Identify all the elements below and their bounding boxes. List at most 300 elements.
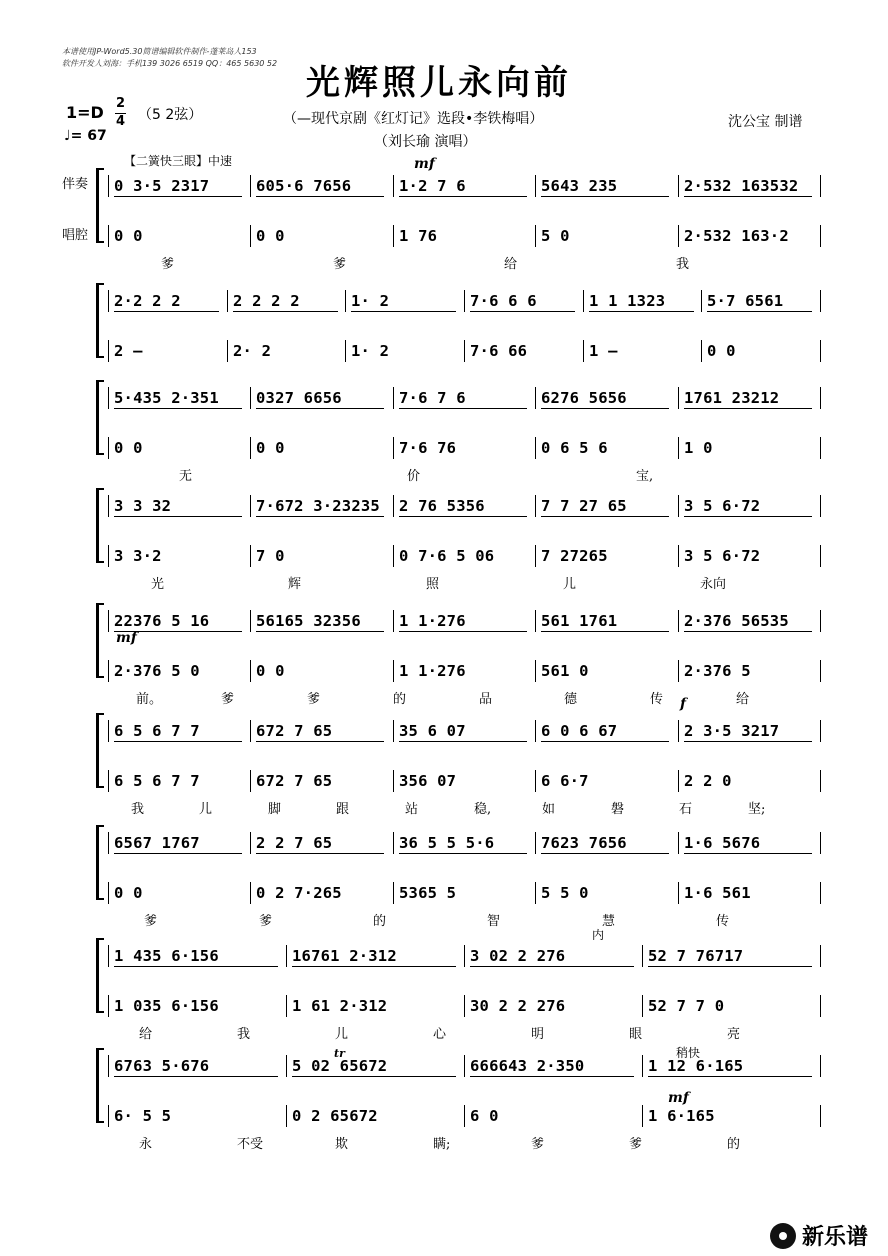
barline-accomp: [535, 720, 536, 742]
beam-underline: [114, 966, 278, 967]
lyric-syllable: 坚;: [748, 802, 766, 817]
barline-accomp: [535, 387, 536, 409]
accomp-measure: 6 0 6 67: [541, 722, 618, 740]
dynamic-mf: mf: [116, 630, 137, 646]
barline-vocal: [108, 770, 109, 792]
accomp-measure: 7·6 6 6: [470, 292, 537, 310]
logo-text: 新乐谱: [802, 1225, 869, 1250]
accomp-measure: 56165 32356: [256, 612, 361, 630]
barline-vocal: [108, 1105, 109, 1127]
beam-underline: [470, 311, 575, 312]
bracket-cap-top: [96, 1048, 104, 1050]
lyric-syllable: 亮: [727, 1027, 741, 1042]
accomp-measure: 561 1761: [541, 612, 618, 630]
vocal-measure: 2·376 5: [684, 662, 751, 680]
barline-accomp: [642, 945, 643, 967]
vocal-measure: 0 0: [256, 439, 285, 457]
vocal-measure: 3 3·2: [114, 547, 162, 565]
vocal-measure: 6 6·7: [541, 772, 589, 790]
accomp-measure: 52 7 76717: [648, 947, 744, 965]
lyric-syllable: 儿: [563, 577, 577, 592]
lyric-syllable: 稳,: [474, 802, 492, 817]
barline-vocal: [108, 660, 109, 682]
vocal-measure: 1 6·165: [648, 1107, 715, 1125]
vocal-measure: 0 2 65672: [292, 1107, 378, 1125]
lyric-syllable: 的: [393, 692, 407, 707]
beam-underline: [256, 853, 384, 854]
vocal-measure: 30 2 2 276: [470, 997, 566, 1015]
barline-accomp: [393, 610, 394, 632]
barline-vocal: [108, 340, 109, 362]
vocal-measure: 2· 2: [233, 342, 272, 360]
barline-accomp: [464, 945, 465, 967]
barline-vocal: [820, 995, 821, 1017]
accomp-measure: 1 12 6·165: [648, 1057, 744, 1075]
lyric-syllable: 传: [650, 692, 664, 707]
credit-line-2: 软件开发人刘海：手机139 3026 6519 QQ：465 5630 52: [62, 59, 278, 68]
vocal-measure: 0 0: [256, 662, 285, 680]
barline-vocal: [820, 225, 821, 247]
beam-underline: [256, 516, 384, 517]
vocal-measure: 1·6 561: [684, 884, 751, 902]
barline-vocal: [678, 225, 679, 247]
beam-underline: [648, 1076, 812, 1077]
beam-underline: [684, 631, 812, 632]
accomp-measure: 6 5 6 7 7: [114, 722, 200, 740]
beam-underline: [399, 741, 527, 742]
vocal-measure: 6 0: [470, 1107, 499, 1125]
barline-accomp: [820, 495, 821, 517]
barline-vocal: [820, 1105, 821, 1127]
beam-underline: [684, 741, 812, 742]
barline-vocal: [393, 545, 394, 567]
vocal-measure: 2·532 163·2: [684, 227, 789, 245]
barline-vocal: [678, 660, 679, 682]
beam-underline: [114, 853, 242, 854]
bracket-cap-top: [96, 938, 104, 940]
barline-vocal: [393, 437, 394, 459]
lyric-syllable: 的: [727, 1137, 741, 1152]
barline-vocal: [286, 1105, 287, 1127]
system-bracket: [96, 1050, 99, 1123]
barline-vocal: [227, 340, 228, 362]
vocal-measure: 672 7 65: [256, 772, 333, 790]
vocal-measure: 5 0: [541, 227, 570, 245]
barline-accomp: [227, 290, 228, 312]
barline-accomp: [108, 175, 109, 197]
tempo-marking: ♩= 67: [64, 128, 107, 144]
beam-underline: [541, 516, 669, 517]
beam-underline: [114, 741, 242, 742]
song-title: 光辉照儿永向前: [306, 63, 572, 103]
barline-vocal: [535, 437, 536, 459]
lyric-syllable: 儿: [335, 1027, 349, 1042]
vocal-measure: 2 2 0: [684, 772, 732, 790]
accomp-measure: 1·6 5676: [684, 834, 761, 852]
lyric-syllable: 跟: [336, 802, 350, 817]
barline-vocal: [642, 1105, 643, 1127]
barline-vocal: [820, 545, 821, 567]
barline-vocal: [250, 882, 251, 904]
lyric-syllable: 照: [426, 577, 440, 592]
accomp-measure: 3 3 32: [114, 497, 172, 515]
accomp-measure: 7 7 27 65: [541, 497, 627, 515]
beam-underline: [684, 516, 812, 517]
lyric-syllable: 前。: [136, 692, 163, 707]
barline-vocal: [678, 770, 679, 792]
performer-credit: （刘长瑜 演唱）: [374, 134, 477, 150]
barline-accomp: [464, 1055, 465, 1077]
lyric-syllable: 瞒;: [433, 1137, 451, 1152]
beam-underline: [684, 853, 812, 854]
accomp-measure: 36 5 5 5·6: [399, 834, 495, 852]
vocal-measure: 0 0: [114, 439, 143, 457]
lyric-syllable: 光: [151, 577, 165, 592]
annotation-nei: 内: [592, 928, 605, 942]
vocal-measure: 7·6 76: [399, 439, 457, 457]
vocal-measure: 356 07: [399, 772, 457, 790]
beam-underline: [114, 516, 242, 517]
accomp-measure: 22376 5 16: [114, 612, 210, 630]
barline-vocal: [535, 225, 536, 247]
accomp-measure: 35 6 07: [399, 722, 466, 740]
bracket-cap-bottom: [96, 453, 104, 455]
barline-accomp: [250, 175, 251, 197]
vocal-measure: 0 0: [256, 227, 285, 245]
barline-accomp: [820, 290, 821, 312]
lyric-syllable: 石: [679, 802, 693, 817]
barline-vocal: [108, 437, 109, 459]
annotation-shaokuai: 稍快: [676, 1046, 701, 1060]
site-logo: [770, 1220, 868, 1251]
system-bracket: [96, 490, 99, 563]
barline-vocal: [108, 995, 109, 1017]
accomp-measure: 16761 2·312: [292, 947, 397, 965]
accomp-measure: 666643 2·350: [470, 1057, 585, 1075]
lyric-syllable: 无: [179, 469, 193, 484]
barline-accomp: [820, 945, 821, 967]
barline-vocal: [535, 882, 536, 904]
lyric-syllable: 永: [139, 1137, 153, 1152]
lyric-syllable: 爹: [144, 914, 158, 929]
barline-vocal: [108, 545, 109, 567]
barline-vocal: [464, 995, 465, 1017]
beam-underline: [470, 966, 634, 967]
accomp-measure: 605·6 7656: [256, 177, 352, 195]
lyric-syllable: 我: [676, 257, 690, 272]
barline-accomp: [108, 495, 109, 517]
barline-accomp: [820, 1055, 821, 1077]
barline-vocal: [535, 770, 536, 792]
beam-underline: [256, 408, 384, 409]
system-bracket: [96, 827, 99, 900]
lyric-syllable: 爹: [161, 257, 175, 272]
barline-accomp: [108, 1055, 109, 1077]
barline-accomp: [678, 175, 679, 197]
vocal-measure: 1 61 2·312: [292, 997, 388, 1015]
vocal-measure: 1 76: [399, 227, 438, 245]
bracket-cap-bottom: [96, 1121, 104, 1123]
barline-vocal: [642, 995, 643, 1017]
lyric-syllable: 宝,: [636, 469, 654, 484]
accomp-measure: 2·376 56535: [684, 612, 789, 630]
system-bracket: [96, 715, 99, 788]
barline-vocal: [820, 770, 821, 792]
lyric-syllable: 爹: [221, 692, 235, 707]
barline-accomp: [535, 495, 536, 517]
vocal-measure: 1· 2: [351, 342, 390, 360]
barline-vocal: [393, 882, 394, 904]
lyric-syllable: 站: [405, 802, 419, 817]
system-bracket: [96, 382, 99, 455]
lyric-syllable: 慧: [602, 914, 616, 929]
barline-accomp: [250, 832, 251, 854]
accomp-measure: 2 2 7 65: [256, 834, 333, 852]
dynamic-f: f: [680, 696, 687, 712]
dynamic-mf: mf: [414, 156, 435, 172]
barline-accomp: [393, 720, 394, 742]
accomp-measure: 3 02 2 276: [470, 947, 566, 965]
accomp-measure: 0327 6656: [256, 389, 342, 407]
vocal-measure: 0 7·6 5 06: [399, 547, 495, 565]
barline-accomp: [820, 720, 821, 742]
accomp-measure: 0 3·5 2317: [114, 177, 210, 195]
beam-underline: [399, 196, 527, 197]
beam-underline: [470, 1076, 634, 1077]
system-bracket: [96, 940, 99, 1013]
beam-underline: [114, 311, 219, 312]
beam-underline: [684, 196, 812, 197]
barline-vocal: [820, 340, 821, 362]
arranger-credit: 沈公宝 制谱: [728, 114, 803, 130]
barline-accomp: [108, 832, 109, 854]
vocal-measure: 1 –: [589, 342, 618, 360]
barline-vocal: [393, 660, 394, 682]
beam-underline: [541, 853, 669, 854]
vocal-measure: 0 2 7·265: [256, 884, 342, 902]
part-label-accomp: 伴奏: [62, 177, 89, 192]
bracket-cap-bottom: [96, 1011, 104, 1013]
bracket-cap-bottom: [96, 676, 104, 678]
barline-accomp: [820, 175, 821, 197]
barline-accomp: [701, 290, 702, 312]
accomp-measure: 6567 1767: [114, 834, 200, 852]
accomp-measure: 7·672 3·23235: [256, 497, 380, 515]
accomp-measure: 1 435 6·156: [114, 947, 219, 965]
barline-vocal: [701, 340, 702, 362]
lyric-syllable: 辉: [288, 577, 302, 592]
record-disc-icon: [770, 1223, 796, 1249]
barline-vocal: [820, 437, 821, 459]
bracket-cap-top: [96, 713, 104, 715]
barline-accomp: [820, 387, 821, 409]
lyric-syllable: 爹: [259, 914, 273, 929]
barline-accomp: [108, 290, 109, 312]
lyric-syllable: 的: [373, 914, 387, 929]
beam-underline: [707, 311, 812, 312]
accomp-measure: 6276 5656: [541, 389, 627, 407]
lyric-syllable: 给: [139, 1027, 153, 1042]
vocal-measure: 7·6 66: [470, 342, 528, 360]
barline-accomp: [535, 832, 536, 854]
barline-vocal: [250, 660, 251, 682]
lyric-syllable: 我: [237, 1027, 251, 1042]
vocal-measure: 0 0: [114, 227, 143, 245]
beam-underline: [541, 408, 669, 409]
bracket-cap-top: [96, 380, 104, 382]
barline-accomp: [678, 832, 679, 854]
bracket-cap-top: [96, 825, 104, 827]
lyric-syllable: 眼: [629, 1027, 643, 1042]
barline-accomp: [250, 610, 251, 632]
vocal-measure: 5365 5: [399, 884, 457, 902]
lyric-syllable: 爹: [307, 692, 321, 707]
bracket-cap-bottom: [96, 898, 104, 900]
barline-vocal: [250, 545, 251, 567]
lyric-syllable: 价: [407, 469, 421, 484]
key-signature: 1=D: [66, 103, 104, 122]
trill-mark: tr: [334, 1047, 345, 1060]
accomp-measure: 3 5 6·72: [684, 497, 761, 515]
beam-underline: [114, 196, 242, 197]
vocal-measure: 1 0: [684, 439, 713, 457]
lyric-syllable: 智: [487, 914, 501, 929]
vocal-measure: 0 6 5 6: [541, 439, 608, 457]
barline-vocal: [535, 660, 536, 682]
beam-underline: [648, 966, 812, 967]
barline-accomp: [108, 945, 109, 967]
lyric-syllable: 品: [479, 692, 493, 707]
vocal-measure: 5 5 0: [541, 884, 589, 902]
accomp-measure: 6763 5·676: [114, 1057, 210, 1075]
barline-accomp: [583, 290, 584, 312]
bracket-cap-top: [96, 603, 104, 605]
lyric-syllable: 不受: [237, 1137, 264, 1152]
lyric-syllable: 心: [433, 1027, 447, 1042]
barline-accomp: [820, 832, 821, 854]
barline-accomp: [250, 495, 251, 517]
lyric-syllable: 德: [564, 692, 578, 707]
vocal-measure: 7 0: [256, 547, 285, 565]
vocal-measure: 7 27265: [541, 547, 608, 565]
dynamic-mf: mf: [668, 1090, 689, 1106]
lyric-syllable: 永向: [700, 577, 727, 592]
lyric-syllable: 磐: [611, 802, 625, 817]
vocal-measure: 52 7 7 0: [648, 997, 725, 1015]
accomp-measure: 1· 2: [351, 292, 390, 310]
vocal-measure: 6 5 6 7 7: [114, 772, 200, 790]
beam-underline: [684, 408, 812, 409]
beam-underline: [399, 516, 527, 517]
accomp-measure: 2 3·5 3217: [684, 722, 780, 740]
bracket-cap-bottom: [96, 786, 104, 788]
system-bracket: [96, 605, 99, 678]
barline-vocal: [678, 545, 679, 567]
accomp-measure: 5643 235: [541, 177, 618, 195]
barline-accomp: [108, 387, 109, 409]
bracket-cap-top: [96, 488, 104, 490]
barline-vocal: [393, 225, 394, 247]
beam-underline: [292, 1076, 456, 1077]
accomp-measure: 7623 7656: [541, 834, 627, 852]
beam-underline: [399, 853, 527, 854]
beam-underline: [233, 311, 338, 312]
section-label: 【二簧快三眼】中速: [124, 154, 233, 168]
accomp-measure: 5·435 2·351: [114, 389, 219, 407]
song-subtitle: （—现代京剧《红灯记》选段•李铁梅唱）: [283, 111, 544, 127]
accomp-measure: 672 7 65: [256, 722, 333, 740]
beam-underline: [256, 631, 384, 632]
barline-accomp: [393, 832, 394, 854]
accomp-measure: 1761 23212: [684, 389, 780, 407]
barline-accomp: [535, 610, 536, 632]
beam-underline: [399, 408, 527, 409]
barline-accomp: [393, 175, 394, 197]
bracket-cap-top: [96, 168, 104, 170]
system-bracket: [96, 285, 99, 358]
accomp-measure: 2 76 5356: [399, 497, 485, 515]
barline-vocal: [250, 770, 251, 792]
barline-accomp: [286, 945, 287, 967]
lyric-syllable: 爹: [629, 1137, 643, 1152]
barline-vocal: [250, 437, 251, 459]
beam-underline: [399, 631, 527, 632]
lyric-syllable: 爹: [531, 1137, 545, 1152]
accomp-measure: 7·6 7 6: [399, 389, 466, 407]
barline-accomp: [393, 495, 394, 517]
barline-vocal: [250, 225, 251, 247]
part-label-vocal: 唱腔: [62, 228, 89, 243]
vocal-measure: 2·376 5 0: [114, 662, 200, 680]
barline-accomp: [820, 610, 821, 632]
bracket-cap-bottom: [96, 241, 104, 243]
barline-accomp: [678, 610, 679, 632]
barline-accomp: [108, 720, 109, 742]
bracket-cap-top: [96, 283, 104, 285]
barline-vocal: [820, 660, 821, 682]
tuning-note: （5 2弦）: [138, 107, 203, 123]
barline-accomp: [464, 290, 465, 312]
vocal-measure: 6· 5 5: [114, 1107, 172, 1125]
barline-vocal: [820, 882, 821, 904]
bracket-cap-bottom: [96, 561, 104, 563]
barline-accomp: [345, 290, 346, 312]
barline-vocal: [678, 437, 679, 459]
barline-vocal: [393, 770, 394, 792]
lyric-syllable: 脚: [268, 802, 282, 817]
time-signature-bottom: 4: [116, 114, 126, 129]
accomp-measure: 1 1·276: [399, 612, 466, 630]
bracket-cap-bottom: [96, 356, 104, 358]
beam-underline: [114, 1076, 278, 1077]
barline-vocal: [678, 882, 679, 904]
barline-vocal: [345, 340, 346, 362]
lyric-syllable: 如: [542, 802, 556, 817]
accomp-measure: 2 2 2 2: [233, 292, 300, 310]
lyric-syllable: 儿: [199, 802, 213, 817]
barline-accomp: [678, 720, 679, 742]
beam-underline: [541, 741, 669, 742]
accomp-measure: 1 1 1323: [589, 292, 666, 310]
beam-underline: [292, 966, 456, 967]
barline-vocal: [464, 1105, 465, 1127]
barline-vocal: [108, 882, 109, 904]
barline-vocal: [583, 340, 584, 362]
beam-underline: [256, 741, 384, 742]
accomp-measure: 1·2 7 6: [399, 177, 466, 195]
time-signature-top: 2: [116, 96, 126, 111]
accomp-measure: 5 02 65672: [292, 1057, 388, 1075]
